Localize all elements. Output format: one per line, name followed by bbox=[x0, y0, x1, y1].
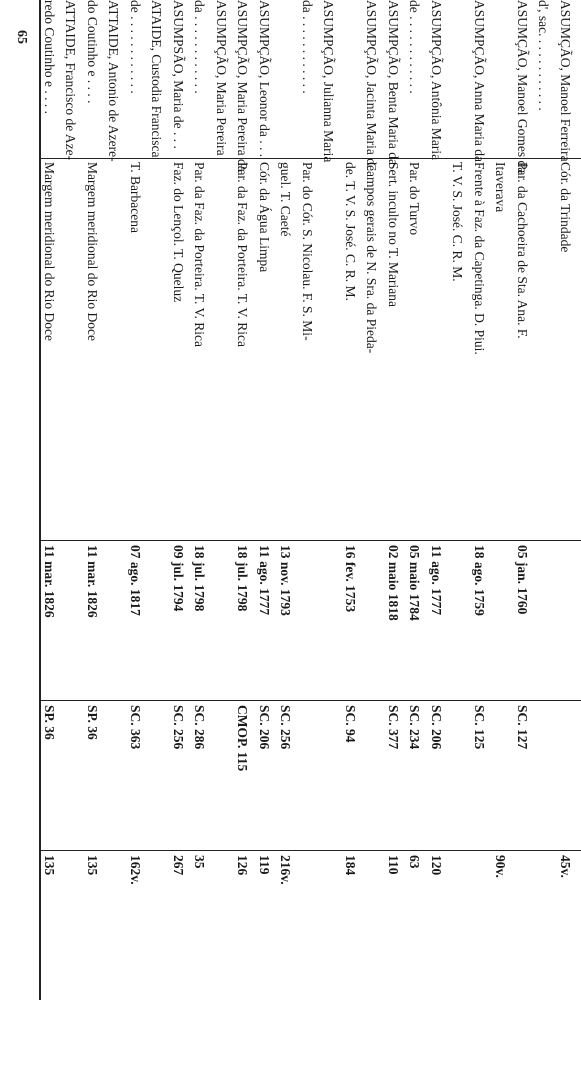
entry-reference: SC. 234 bbox=[407, 705, 423, 750]
entry-date: 11 mar. 1826 bbox=[85, 545, 100, 618]
entry-folio: 45v. bbox=[558, 855, 573, 878]
bottom-rule bbox=[39, 0, 41, 1000]
entry-reference: CMOP. 115 bbox=[235, 705, 251, 772]
entry-date: 11 ago. 1777 bbox=[429, 545, 444, 616]
entry-folio: 110 bbox=[386, 855, 401, 875]
entry-date: 07 ago. 1817 bbox=[128, 545, 143, 616]
page-number: 65 bbox=[14, 30, 29, 44]
entry-folio: 135 bbox=[42, 855, 57, 876]
entry-folio: 216v. bbox=[278, 855, 294, 885]
entry-reference: SC. 363 bbox=[128, 705, 143, 750]
entry-place: de. T. V. S. José. C. R. M. bbox=[343, 162, 358, 301]
entry-name: ASUMPÇÃO, Maria Pereira da bbox=[235, 0, 251, 172]
entry-name: d', sac. . . . . . . . . . . . bbox=[536, 0, 552, 111]
entry-folio: 63 bbox=[407, 855, 423, 869]
entry-date: 18 jul. 1798 bbox=[192, 545, 208, 612]
entry-date: 09 jul. 1794 bbox=[171, 545, 186, 612]
entry-folio: 119 bbox=[257, 855, 272, 875]
entry-place: Frente à Faz. da Capetinga. D. Piui. bbox=[472, 162, 487, 355]
entry-place: Campos gerais de N. Sra. da Pieda- bbox=[364, 162, 380, 354]
entry-place: T. Barbacena bbox=[128, 162, 143, 233]
entry-name: ASUMPÇÃO, Anna Maria da bbox=[472, 0, 487, 162]
entry-name: de . . . . . . . . . . . . bbox=[407, 0, 423, 94]
entry-date: 18 jul. 1798 bbox=[235, 545, 251, 612]
entry-reference: SC. 127 bbox=[515, 705, 530, 750]
entry-folio: 120 bbox=[429, 855, 444, 876]
entry-folio: 90v. bbox=[493, 855, 509, 878]
entry-place: Par. do Cór. S. Nicolau. F. S. Mi- bbox=[300, 162, 315, 341]
entry-reference: SP. 36 bbox=[85, 705, 100, 740]
entry-name: da . . . . . . . . . . . . bbox=[300, 0, 315, 94]
entry-name: redo Coutinho e . . . . bbox=[42, 0, 57, 114]
entry-name: ASUMPÇÃO, Julianna Maria bbox=[321, 0, 337, 163]
entry-reference: SC. 94 bbox=[343, 705, 358, 743]
entry-name: da . . . . . . . . . . . . bbox=[192, 0, 208, 94]
entry-name: ASUMPÇÃO, Leonor da . . . bbox=[257, 0, 272, 158]
entry-date: 05 maio 1784 bbox=[407, 545, 423, 621]
entry-place: Par. da Faz. da Porteira. T. V. Rica bbox=[235, 162, 251, 347]
entry-name: ASUMÇÃO, Manoel Ferreira bbox=[558, 0, 573, 162]
entry-date: 11 ago. 1777 bbox=[257, 545, 272, 616]
column-rule-2 bbox=[41, 540, 581, 541]
entry-place: T. V. S. José. C. R. M. bbox=[450, 162, 466, 282]
entry-place: Sert. inculto no T. Mariana bbox=[386, 162, 401, 307]
entry-reference: SC. 286 bbox=[192, 705, 208, 750]
entry-folio: 135 bbox=[85, 855, 100, 876]
entry-place: Par. da Cachoeira de Sta. Ana. F. bbox=[515, 162, 530, 339]
entry-place: guel. T. Caeté bbox=[278, 162, 294, 237]
entry-place: Cór. da Trindade bbox=[558, 162, 573, 253]
entry-folio: 184 bbox=[343, 855, 358, 876]
entry-place: Cór. da Água Limpa bbox=[257, 162, 272, 273]
entry-name: ASUMPÇÃO, Jacinta Maria de bbox=[364, 0, 380, 171]
entry-place: Itaverava bbox=[493, 162, 509, 213]
entry-name: ASUMPÇÃO, Maria Pereira bbox=[214, 0, 229, 156]
entry-date: 13 nov. 1793 bbox=[278, 545, 294, 616]
entry-place: Par. do Turvo bbox=[407, 162, 423, 236]
entry-reference: SC. 125 bbox=[472, 705, 487, 750]
entry-date: 11 mar. 1826 bbox=[42, 545, 57, 618]
entry-date: 02 maio 1818 bbox=[386, 545, 401, 621]
entry-reference: SC. 206 bbox=[429, 705, 444, 750]
entry-name: do Coutinho e . . . . bbox=[85, 0, 100, 104]
column-rule-3 bbox=[41, 700, 581, 701]
entry-place: Margem meridional do Rio Doce bbox=[42, 162, 57, 341]
entry-reference: SC. 256 bbox=[278, 705, 294, 750]
entry-reference: SC. 206 bbox=[257, 705, 272, 750]
entry-date: 16 fev. 1753 bbox=[343, 545, 358, 613]
entry-name: ATAIDE, Custodia Francisca bbox=[149, 0, 165, 158]
entry-reference: SC. 256 bbox=[171, 705, 186, 750]
entry-name: de . . . . . . . . . . . . bbox=[128, 0, 143, 94]
entry-folio: 267 bbox=[171, 855, 186, 876]
entry-folio: 35 bbox=[192, 855, 208, 869]
entry-place: Margem meridional do Rio Doce bbox=[85, 162, 100, 341]
entry-name: ASUMPÇÃO, Antônia Maria bbox=[429, 0, 444, 161]
entry-name: ATTAIDE, Francisco de Aze- bbox=[63, 0, 79, 161]
entry-reference: SP. 36 bbox=[42, 705, 57, 740]
entry-date: 18 ago. 1759 bbox=[472, 545, 487, 616]
entry-name: ASUMÇÃO, Manoel Gomes da bbox=[515, 0, 530, 174]
entry-date: 05 jan. 1760 bbox=[515, 545, 530, 615]
entry-name: ASUMPÇÃO, Benta Maria da bbox=[386, 0, 401, 165]
entry-name: ASUMPSÃO, Maria de . . . bbox=[171, 0, 186, 149]
entry-reference: SC. 377 bbox=[386, 705, 401, 750]
column-rule-4 bbox=[41, 850, 581, 851]
entry-folio: 126 bbox=[235, 855, 251, 876]
entry-folio: 162v. bbox=[128, 855, 143, 885]
entry-name: ATTAIDE, Antonio de Azere- bbox=[106, 0, 122, 162]
entry-place: Par. da Faz. da Porteira. T. V. Rica bbox=[192, 162, 208, 347]
entry-place: Faz. do Lençol. T. Queluz bbox=[171, 162, 186, 303]
